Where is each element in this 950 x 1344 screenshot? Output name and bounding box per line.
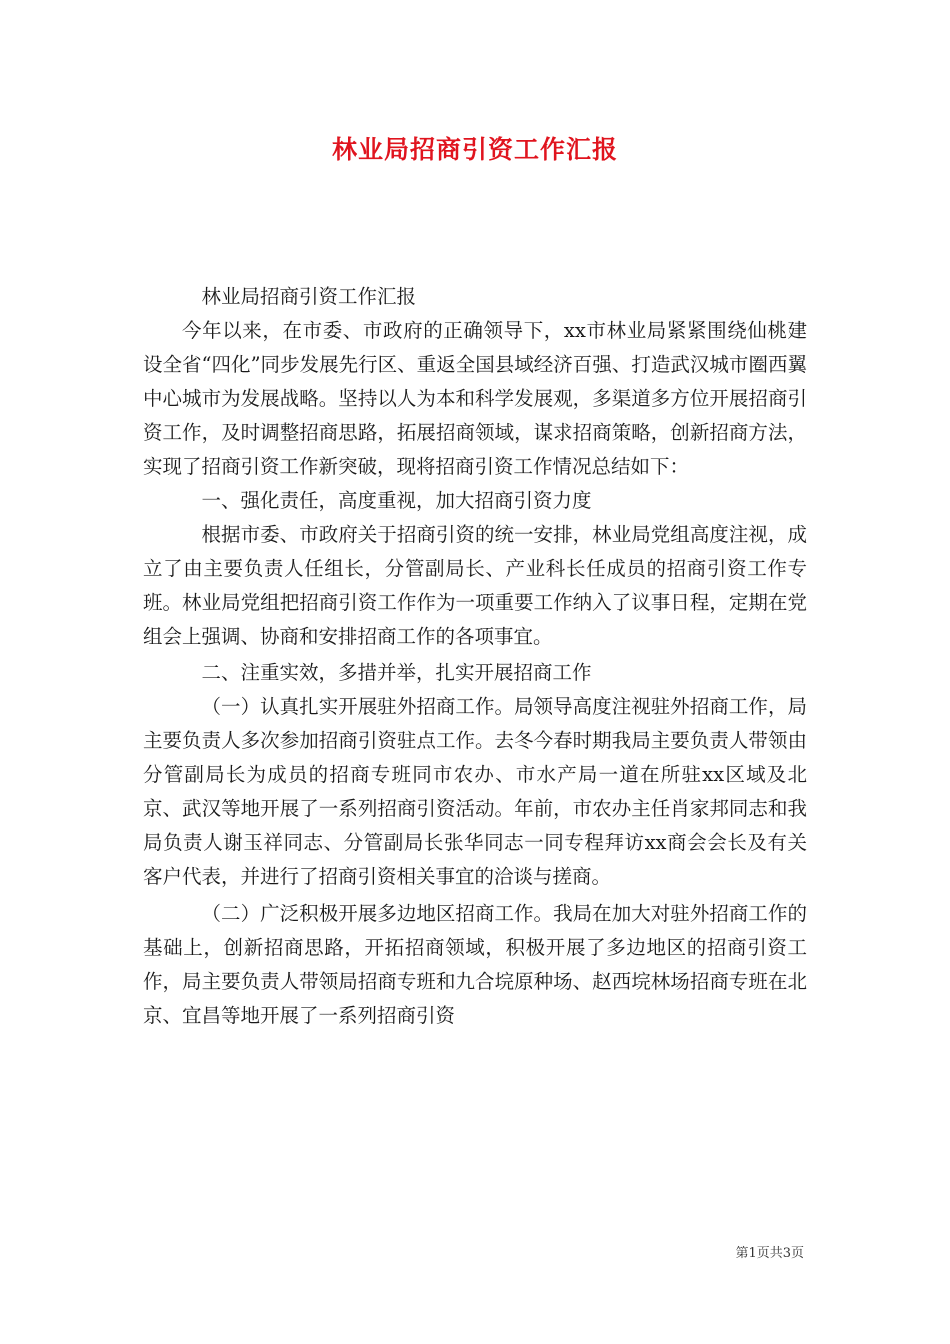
- document-body: [143, 280, 807, 1033]
- page-number-footer: 第1页共3页: [735, 1246, 804, 1261]
- document-title: 林业局招商引资工作汇报: [331, 135, 618, 164]
- intro-paragraph: 今年以来，在市委、市政府的正确领导下，xx市林业局紧紧围绕仙桃建设全省“四化”同步发展先行区、重返全国县域经济百强、打造武汉城市圈西翼中心城市为发展战略。坚持以人为本和科学发展观，多渠道多方位开展招商引资工作，及时调整招商思路，拓展招商领域，谋求招商策略，创新招商方法，实现了招商引资工作新突破，现将招商引资工作情况总结如下：: [143, 319, 807, 478]
- subsection-1-paragraph: （一）认真扎实开展驻外招商工作。局领导高度注视驻外招商工作，局主要负责人多次参加招商引资驻点工作。去冬今春时期我局主要负责人带领由分管副局长为成员的招商专班同市农办、市水产局一道在所驻xx区域及北京、武汉等地开展了一系列招商引资活动。年前，市农办主任肖家邦同志和我局负责人谢玉祥同志、分管副局长张华同志一同专程拜访xx商会会长及有关客户代表，并进行了招商引资相关事宜的洽谈与搓商。: [143, 695, 807, 888]
- section-heading-2: 二、注重实效，多措并举，扎实开展招商工作: [201, 661, 592, 684]
- body-heading: 林业局招商引资工作汇报: [201, 285, 417, 308]
- subsection-2-paragraph: （二）广泛积极开展多边地区招商工作。我局在加大对驻外招商工作的基础上，创新招商思路，开拓招商领域，积极开展了多边地区的招商引资工作，局主要负责人带领局招商专班和九合垸原种场、赵西垸林场招商专班在北京、宜昌等地开展了一系列招商引资: [143, 902, 807, 1027]
- section-1-paragraph: 根据市委、市政府关于招商引资的统一安排，林业局党组高度注视，成立了由主要负责人任组长，分管副局长、产业科长任成员的招商引资工作专班。林业局党组把招商引资工作作为一项重要工作纳入了议事日程，定期在党组会上强调、协商和安排招商工作的各项事宜。: [143, 523, 807, 648]
- section-heading-1: 一、强化责任，高度重视，加大招商引资力度: [201, 489, 592, 512]
